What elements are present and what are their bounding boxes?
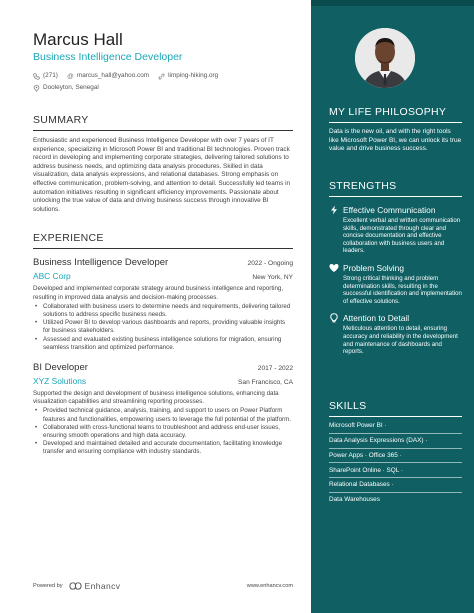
sidebar-top-bar xyxy=(311,0,474,6)
skill-line: Power Apps · Office 365 · xyxy=(329,449,462,464)
contact-email[interactable] xyxy=(67,70,149,82)
email-text: marcus_hall@yahoo.com xyxy=(76,72,150,79)
page-footer xyxy=(33,581,293,591)
contact-website[interactable] xyxy=(158,70,218,82)
job-company: XYZ Solutions xyxy=(33,375,87,386)
contact-info xyxy=(33,70,293,94)
contact-phone[interactable] xyxy=(33,70,58,82)
heart-icon xyxy=(329,263,339,273)
job-company: ABC Corp xyxy=(33,271,71,282)
lightning-icon xyxy=(329,205,339,215)
philosophy-section xyxy=(329,106,462,154)
strengths-heading: STRENGTHS xyxy=(329,180,462,197)
sidebar-column xyxy=(311,0,474,613)
skill-line: SharePoint Online · SQL · xyxy=(329,463,462,478)
strength-title: Problem Solving xyxy=(343,262,404,273)
strengths-section xyxy=(329,180,462,364)
strength-desc: Strong critical thinking and problem determination skills, resulting in the successful identification and implementation of effective solutions. xyxy=(343,274,462,305)
location-pin-icon xyxy=(33,85,40,92)
job-dates: 2022 - Ongoing xyxy=(247,260,293,268)
phone-text: (271) xyxy=(43,72,58,79)
job-role: BI Developer xyxy=(33,361,88,373)
phone-icon xyxy=(33,73,40,80)
strength-desc: Excellent verbal and written communication skills, demonstrated through clear and concise documentation and effective collaboration with business users and leaders. xyxy=(343,217,461,255)
candidate-title: Business Intelligence Developer xyxy=(33,51,183,63)
skills-section xyxy=(329,400,462,507)
job-bullet: • Collaborated with cross-functional teams to troubleshoot and address end-user issues, ensuring smooth operations and high data accuracy. xyxy=(33,424,293,440)
powered-by xyxy=(33,581,120,591)
job-entry-2 xyxy=(33,362,293,457)
strength-item xyxy=(329,313,462,355)
skill-line: Data Warehouses xyxy=(329,496,380,504)
skill-line: Microsoft Power BI · xyxy=(329,419,462,434)
strength-desc: Meticulous attention to detail, ensuring accuracy and reliability in the development and maintenance of dashboards and reports. xyxy=(343,325,458,356)
enhancv-logo-icon xyxy=(69,582,82,590)
job-description: Developed and implemented corporate strategy around business intelligence and reporting, resulting in improved data analysis and decision-making processes. xyxy=(33,285,284,301)
avatar-illustration xyxy=(355,28,415,88)
enhancv-logo-text: Enhancv xyxy=(84,581,121,591)
job-bullet: • Collaborated with business users to determine needs and requirements, delivering tailored solutions to address specific business needs. xyxy=(33,303,293,319)
skill-line: Data Analysis Expressions (DAX) · xyxy=(329,434,462,449)
job-bullet: • Utilized Power BI to develop various dashboards and reports, providing valuable insights for business stakeholders. xyxy=(33,319,293,335)
skills-heading: SKILLS xyxy=(329,400,462,417)
philosophy-text: Data is the new oil, and with the right tools like Microsoft Power BI, we can unlock its true value and drive business success. xyxy=(329,128,462,153)
job-bullet: • Provided technical guidance, analysis, training, and support to users on Power Platform features and functionalities, empowering users to leverage the full potential of the platform. xyxy=(33,407,293,423)
link-icon xyxy=(158,73,165,80)
skill-line: Relational Databases · xyxy=(329,478,462,493)
job-location: San Francisco, CA xyxy=(238,378,293,386)
strength-item xyxy=(329,263,462,305)
job-role: Business Intelligence Developer xyxy=(33,257,169,269)
job-description: Supported the design and development of business intelligence solutions, enhancing data visualization capabilities and streamlining reporting processes. xyxy=(33,389,279,406)
summary-heading: SUMMARY xyxy=(33,114,293,131)
job-bullets xyxy=(33,303,293,352)
experience-heading: EXPERIENCE xyxy=(33,232,293,249)
profile-photo xyxy=(355,28,415,88)
strength-item xyxy=(329,205,462,255)
candidate-name: Marcus Hall xyxy=(33,30,123,49)
at-icon: @ xyxy=(67,72,74,80)
lightbulb-icon xyxy=(329,313,339,323)
contact-location xyxy=(33,82,99,94)
footer-url[interactable]: www.enhancv.com xyxy=(246,583,293,589)
job-bullet: • Developed and maintained detailed and accurate documentation, facilitating knowledge transfer and ensuring compliance with industry standards. xyxy=(33,440,293,456)
job-location: New York, NY xyxy=(252,274,293,282)
job-bullet: • Assessed and evaluated existing business intelligence solutions for migration, ensuring seamless transition and optimized performance. xyxy=(33,336,293,352)
powered-by-label: Powered by xyxy=(33,583,63,589)
job-entry-1 xyxy=(33,257,293,352)
enhancv-logo[interactable] xyxy=(69,581,121,591)
job-dates: 2017 - 2022 xyxy=(257,364,293,372)
website-text: limping-hiking.org xyxy=(168,72,219,79)
strength-title: Effective Communication xyxy=(343,205,436,215)
job-bullets xyxy=(33,407,293,456)
location-text: Dooleyton, Senegal xyxy=(43,84,99,91)
philosophy-heading: MY LIFE PHILOSOPHY xyxy=(329,106,462,123)
strength-title: Attention to Detail xyxy=(343,313,410,324)
summary-text: Enthusiastic and experienced Business Intelligence Developer with over 7 years of IT experience, specializing in Microsoft Power BI and traditional BI technologies. Proven track record in developing and implementing corporate strategies, delivering tailored solutions to address business needs, and optimizing data analysis procedures. Skilled in data visualization, data analysis expressions, and relational databases. Strong emphasis on effective communication, problem-solving, and attention to detail. Successfully led teams in automation initiatives resulting in significant efficiency improvements. Passionate about unlocking the true value of data and driving business success through innovative BI solutions. xyxy=(33,137,291,213)
